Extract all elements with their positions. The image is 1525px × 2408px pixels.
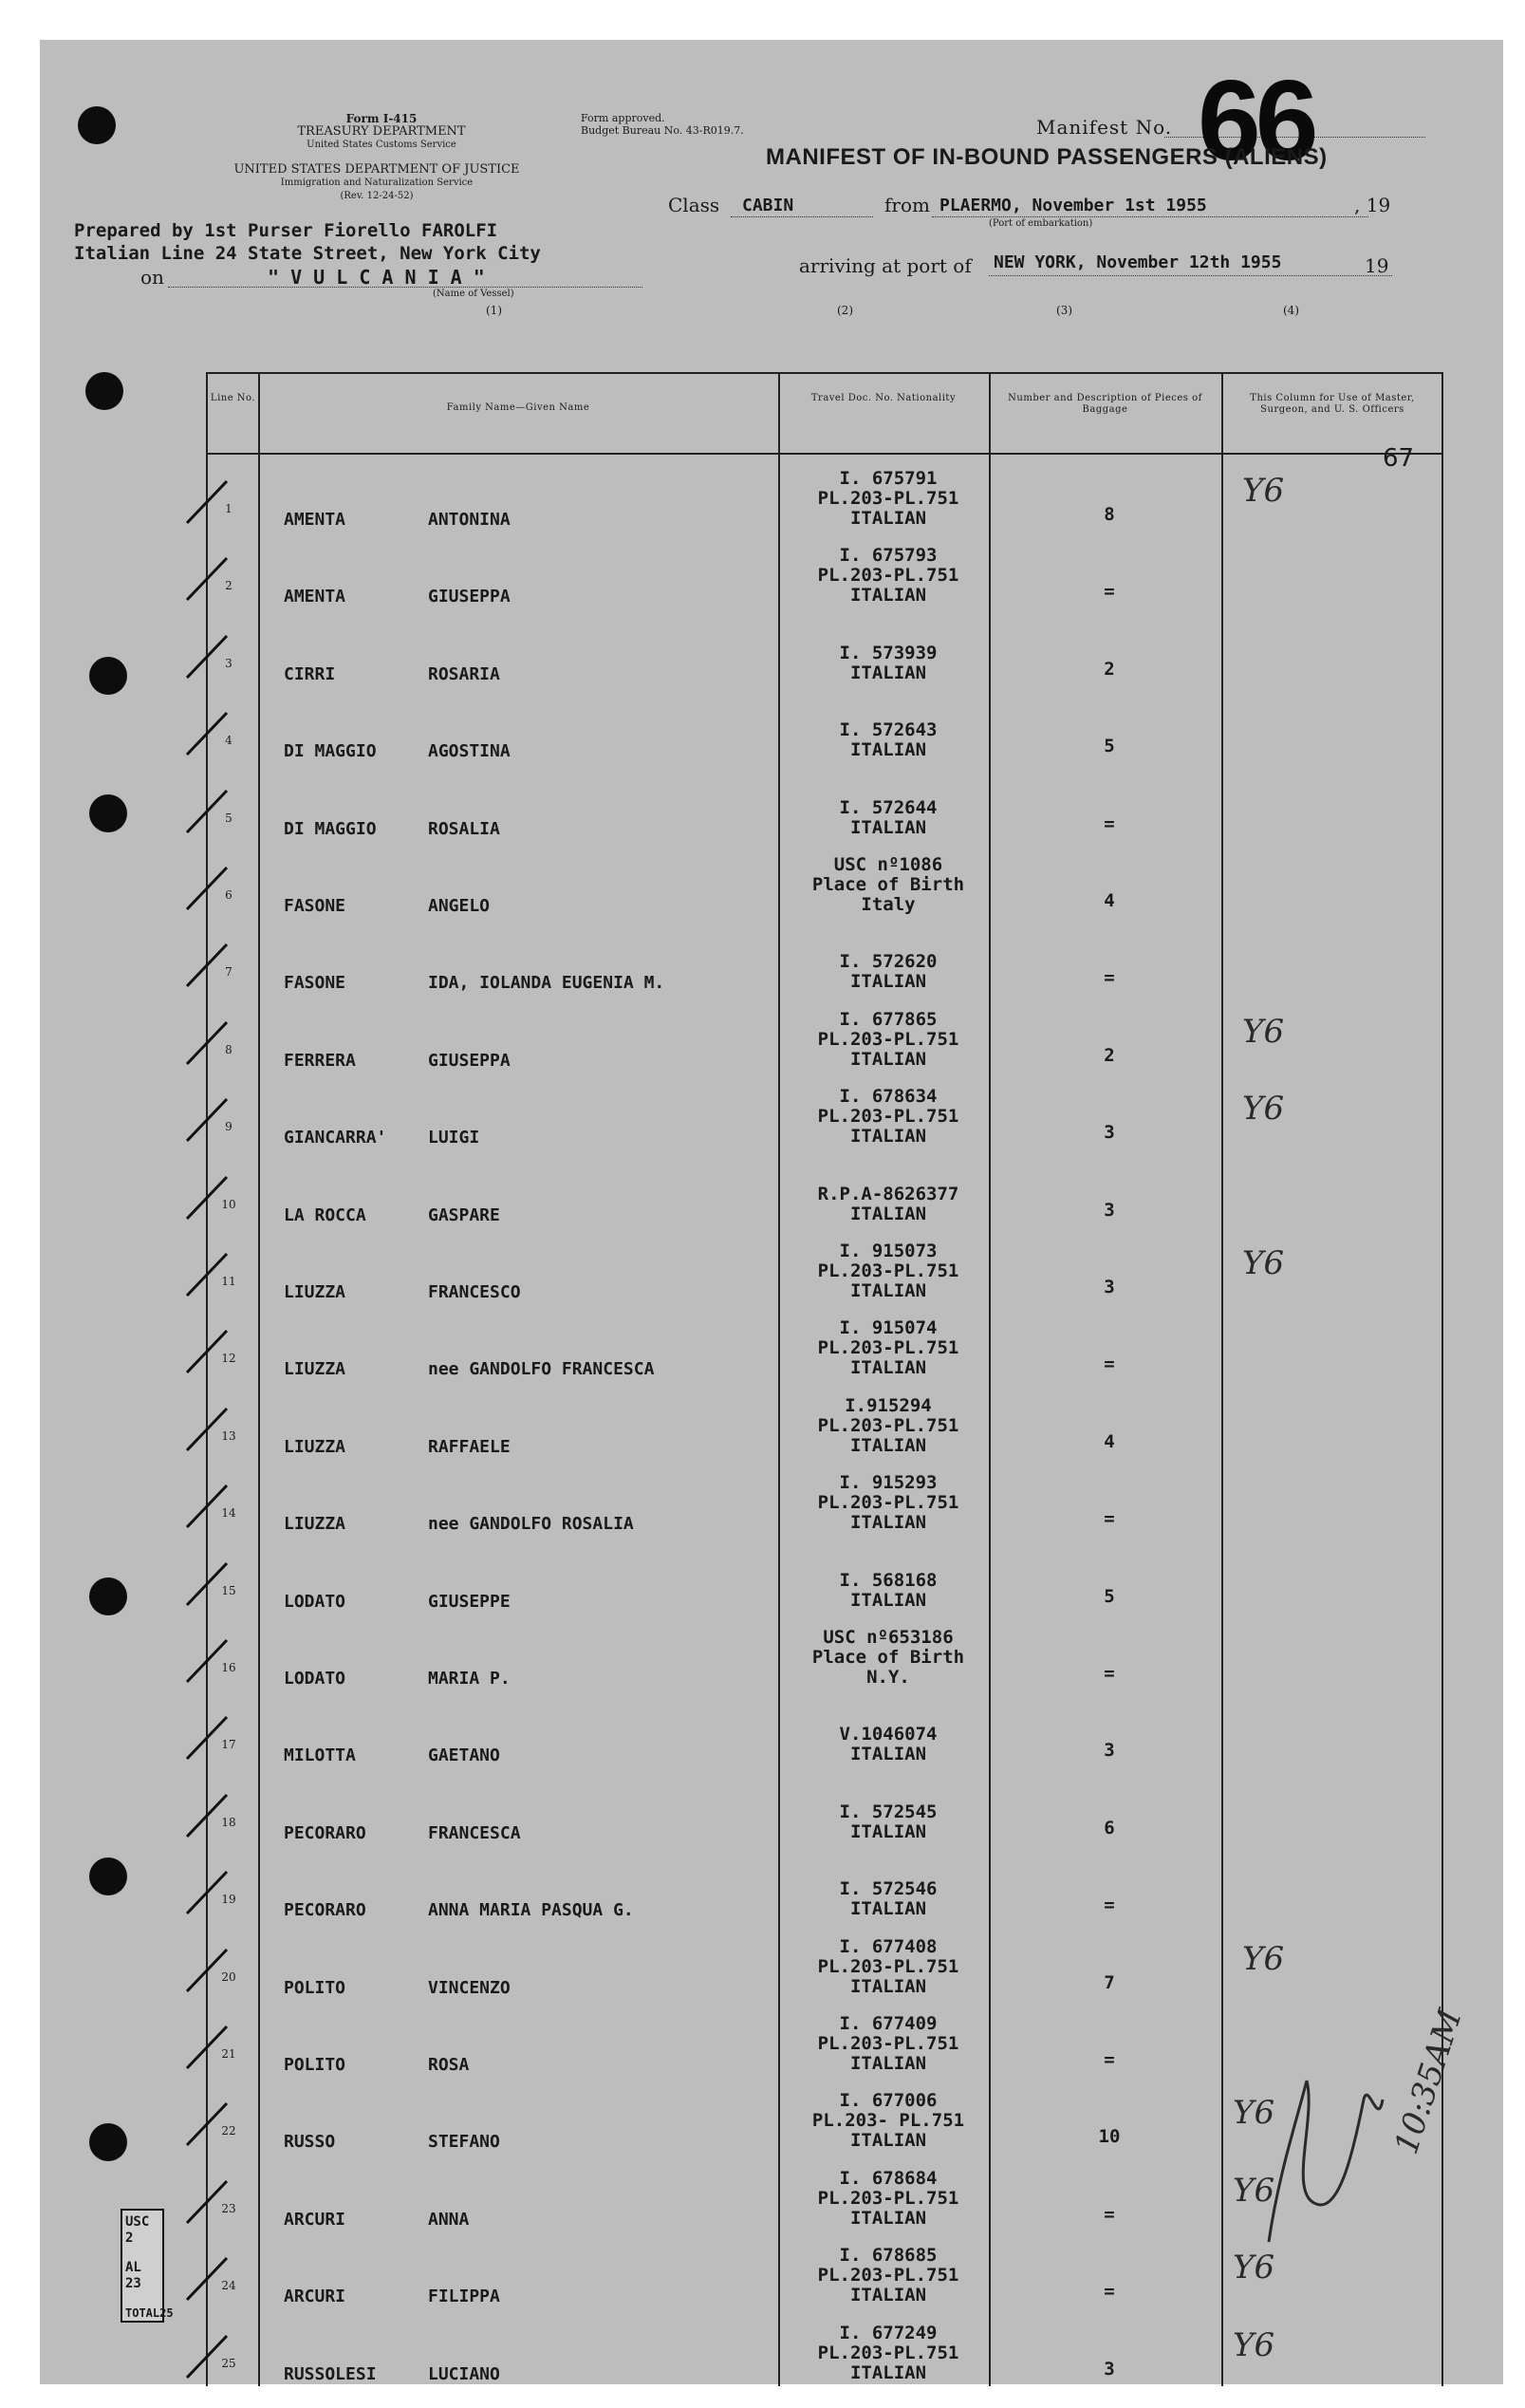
line-number: 21 bbox=[221, 2047, 236, 2061]
travel-doc-line: I. 915073 bbox=[839, 1241, 938, 1261]
baggage-count: 3 bbox=[1104, 1740, 1115, 1762]
baggage-count: 5 bbox=[1104, 1585, 1115, 1607]
travel-doc-line: ITALIAN bbox=[849, 2207, 927, 2229]
family-name: GIANCARRA' bbox=[284, 1128, 387, 1148]
col-header-baggage: Number and Description of Pieces of Baggage bbox=[1008, 393, 1202, 415]
col-num-1: (1) bbox=[486, 304, 502, 317]
line-number: 16 bbox=[221, 1661, 236, 1674]
manifest-number: 66 bbox=[1198, 57, 1313, 184]
travel-doc-line: Place of Birth bbox=[811, 1647, 965, 1668]
check-tick-icon bbox=[179, 2250, 236, 2307]
travel-doc-line: PL.203-PL.751 bbox=[817, 1414, 959, 1436]
family-name: RUSSOLESI bbox=[284, 2363, 377, 2384]
line-number: 14 bbox=[221, 1506, 236, 1521]
line-number: 15 bbox=[221, 1583, 236, 1597]
travel-doc-line: I. 677409 bbox=[839, 2013, 938, 2034]
family-name: DI MAGGIO bbox=[284, 818, 377, 839]
travel-doc-line: I. 677006 bbox=[839, 2090, 938, 2112]
class-value: CABIN bbox=[742, 196, 794, 215]
travel-doc-line: I. 678684 bbox=[839, 2167, 938, 2189]
manifest-title: MANIFEST OF IN-BOUND PASSENGERS (ALIENS) bbox=[766, 144, 1328, 170]
travel-doc-line: N.Y. bbox=[866, 1667, 910, 1688]
binder-hole bbox=[89, 794, 127, 832]
table-row bbox=[208, 1227, 1441, 1304]
check-tick-icon bbox=[179, 1169, 236, 1226]
line-number: 9 bbox=[225, 1120, 232, 1134]
travel-doc bbox=[794, 1879, 982, 1919]
table-row bbox=[208, 918, 1441, 995]
baggage-count: 2 bbox=[1104, 658, 1115, 680]
line-number: 23 bbox=[221, 2201, 236, 2215]
travel-doc-line: Place of Birth bbox=[811, 874, 965, 895]
family-name: CIRRI bbox=[284, 663, 336, 684]
officer-note: Y6 bbox=[1233, 2325, 1275, 2364]
year-suffix: , 19 bbox=[1354, 194, 1391, 216]
travel-doc-line: ITALIAN bbox=[849, 1434, 927, 1456]
col-num-4: (4) bbox=[1283, 304, 1299, 317]
family-name: RUSSO bbox=[284, 2132, 336, 2153]
table-row bbox=[208, 2309, 1441, 2386]
officer-note: Y6 bbox=[1242, 1939, 1285, 1978]
given-name: LUCIANO bbox=[428, 2363, 500, 2384]
check-tick-icon bbox=[179, 1246, 236, 1303]
family-name: LODATO bbox=[284, 1669, 346, 1689]
family-name: FASONE bbox=[284, 896, 346, 916]
travel-doc-line: ITALIAN bbox=[849, 1589, 927, 1611]
family-name: POLITO bbox=[284, 1977, 346, 1998]
travel-doc-line: PL.203-PL.751 bbox=[817, 1955, 959, 1977]
travel-doc-line: PL.203-PL.751 bbox=[817, 1492, 959, 1514]
travel-doc bbox=[794, 469, 982, 529]
travel-doc bbox=[794, 2014, 982, 2074]
check-tick-icon bbox=[179, 783, 236, 840]
family-name: FERRERA bbox=[284, 1050, 356, 1071]
check-tick-icon bbox=[179, 551, 236, 607]
binder-hole bbox=[89, 1857, 127, 1895]
travel-doc-line: PL.203-PL.751 bbox=[817, 1106, 959, 1128]
check-tick-icon bbox=[179, 1323, 236, 1380]
vessel-name: " V U L C A N I A " bbox=[268, 266, 485, 289]
travel-doc bbox=[794, 1802, 982, 1842]
line-address: Italian Line 24 State Street, New York City bbox=[74, 243, 541, 264]
baggage-count: 3 bbox=[1104, 1277, 1115, 1297]
check-tick-icon bbox=[179, 860, 236, 917]
baggage-count: 4 bbox=[1104, 890, 1115, 911]
travel-doc-line: PL.203-PL.751 bbox=[817, 1028, 959, 1050]
travel-doc-line: I. 572620 bbox=[839, 951, 938, 973]
given-name: FRANCESCO bbox=[428, 1282, 521, 1302]
check-tick-icon bbox=[179, 474, 236, 531]
baggage-count: = bbox=[1104, 967, 1115, 989]
table-row bbox=[208, 532, 1441, 608]
check-tick-icon bbox=[179, 1864, 236, 1921]
travel-doc-line: I. 675791 bbox=[839, 468, 938, 489]
form-number: Form I-415 bbox=[345, 112, 418, 125]
travel-doc bbox=[794, 1628, 982, 1688]
travel-doc-line: I. 572644 bbox=[839, 796, 938, 818]
vessel-line bbox=[168, 287, 642, 288]
binder-hole bbox=[85, 372, 123, 410]
travel-doc-line: I. 678685 bbox=[839, 2245, 938, 2267]
travel-doc bbox=[794, 1473, 982, 1533]
line-number: 13 bbox=[221, 1428, 236, 1443]
travel-doc-line: I. 677249 bbox=[839, 2322, 938, 2343]
table-row bbox=[208, 686, 1441, 763]
travel-doc bbox=[794, 2091, 982, 2151]
travel-doc-line: PL.203-PL.751 bbox=[817, 2187, 959, 2209]
travel-doc bbox=[794, 2324, 982, 2383]
baggage-count: = bbox=[1104, 2049, 1115, 2070]
from-label: from bbox=[884, 194, 930, 216]
line-number: 4 bbox=[225, 734, 232, 748]
family-name: AMENTA bbox=[284, 510, 346, 530]
form-revision: (Rev. 12-24-52) bbox=[340, 191, 414, 201]
line-number: 6 bbox=[225, 888, 232, 902]
check-tick-icon bbox=[179, 705, 236, 762]
from-line bbox=[932, 216, 1368, 217]
table-row bbox=[208, 455, 1441, 532]
family-name: LODATO bbox=[284, 1591, 346, 1612]
prepared-by: Prepared by 1st Purser Fiorello FAROLFI bbox=[74, 220, 498, 241]
line-number: 12 bbox=[221, 1352, 236, 1366]
stamp-al: AL 23 bbox=[125, 2260, 141, 2291]
travel-doc-line: I.915294 bbox=[845, 1394, 932, 1416]
given-name: ROSALIA bbox=[428, 818, 500, 839]
baggage-count: = bbox=[1104, 581, 1115, 603]
check-tick-icon bbox=[179, 2328, 236, 2385]
table-row bbox=[208, 1768, 1441, 1845]
tally-stamp bbox=[121, 2209, 174, 2323]
col-num-2: (2) bbox=[837, 304, 853, 317]
travel-doc-line: ITALIAN bbox=[849, 2285, 927, 2306]
given-name: MARIA P. bbox=[428, 1669, 511, 1689]
travel-doc-line: I. 572545 bbox=[839, 1801, 938, 1822]
family-name: ARCURI bbox=[284, 2209, 346, 2230]
given-name: nee GANDOLFO FRANCESCA bbox=[428, 1359, 655, 1380]
table-row bbox=[208, 1690, 1441, 1767]
baggage-count: = bbox=[1104, 1663, 1115, 1684]
travel-doc-line: ITALIAN bbox=[849, 662, 927, 683]
officer-signature bbox=[1250, 2062, 1392, 2175]
travel-doc-line: ITALIAN bbox=[849, 1048, 927, 1070]
family-name: LIUZZA bbox=[284, 1282, 346, 1302]
check-tick-icon bbox=[179, 1709, 236, 1766]
table-row bbox=[208, 764, 1441, 841]
signature-time: 10:35AM bbox=[1387, 2005, 1470, 2159]
customs-service: United States Customs Service bbox=[307, 140, 456, 150]
travel-doc-line: I. 572546 bbox=[839, 1878, 938, 1900]
family-name: FASONE bbox=[284, 973, 346, 994]
check-tick-icon bbox=[179, 1015, 236, 1072]
travel-doc bbox=[794, 1571, 982, 1611]
baggage-count: = bbox=[1104, 1508, 1115, 1530]
class-line bbox=[731, 216, 873, 217]
travel-doc bbox=[794, 2246, 982, 2305]
baggage-count: = bbox=[1104, 2203, 1115, 2225]
travel-doc-line: PL.203-PL.751 bbox=[817, 565, 959, 587]
travel-doc bbox=[794, 1087, 982, 1147]
travel-doc-line: I. 573939 bbox=[839, 642, 938, 663]
arriving-value: NEW YORK, November 12th 1955 bbox=[994, 252, 1282, 272]
travel-doc-line: ITALIAN bbox=[849, 1280, 927, 1301]
line-number: 22 bbox=[221, 2124, 236, 2138]
travel-doc-line: ITALIAN bbox=[849, 585, 927, 607]
stamp-usc: USC 2 bbox=[125, 2214, 150, 2246]
manifest-sheet bbox=[40, 40, 1503, 2384]
port-embark-caption: (Port of embarkation) bbox=[989, 218, 1093, 229]
officer-note: Y6 bbox=[1242, 1012, 1285, 1051]
travel-doc-line: PL.203-PL.751 bbox=[817, 2033, 959, 2054]
travel-doc-line: ITALIAN bbox=[849, 1357, 927, 1379]
family-name: AMENTA bbox=[284, 587, 346, 607]
given-name: FILIPPA bbox=[428, 2287, 500, 2307]
baggage-count: 6 bbox=[1104, 1817, 1115, 1839]
officer-note: Y6 bbox=[1233, 2171, 1275, 2210]
table-row bbox=[208, 841, 1441, 918]
travel-doc bbox=[794, 1241, 982, 1301]
travel-doc-line: PL.203-PL.751 bbox=[817, 1337, 959, 1359]
baggage-count: = bbox=[1104, 2281, 1115, 2303]
table-row bbox=[208, 1845, 1441, 1922]
travel-doc-line: Italy bbox=[861, 894, 916, 915]
given-name: nee GANDOLFO ROSALIA bbox=[428, 1514, 634, 1535]
arriving-line bbox=[989, 275, 1392, 276]
table-row bbox=[208, 1304, 1441, 1381]
col-header-name: Family Name—Given Name bbox=[446, 402, 590, 413]
travel-doc bbox=[794, 1725, 982, 1764]
check-tick-icon bbox=[179, 1787, 236, 1844]
family-name: PECORARO bbox=[284, 1900, 366, 1921]
line-number: 1 bbox=[225, 502, 232, 515]
baggage-count: 3 bbox=[1104, 2358, 1115, 2380]
travel-doc bbox=[794, 952, 982, 992]
travel-doc bbox=[794, 798, 982, 838]
given-name: ANNA bbox=[428, 2209, 470, 2230]
family-name: LIUZZA bbox=[284, 1359, 346, 1380]
family-name: LIUZZA bbox=[284, 1436, 346, 1457]
travel-doc-line: ITALIAN bbox=[849, 1820, 927, 1842]
officer-note: Y6 bbox=[1242, 472, 1285, 510]
travel-doc-line: PL.203-PL.751 bbox=[817, 1260, 959, 1281]
given-name: GAETANO bbox=[428, 1745, 500, 1766]
officer-note: Y6 bbox=[1242, 1244, 1285, 1282]
baggage-count: 10 bbox=[1098, 2126, 1121, 2148]
given-name: FRANCESCA bbox=[428, 1822, 521, 1843]
travel-doc-line: ITALIAN bbox=[849, 1975, 927, 1997]
family-name: PECORARO bbox=[284, 1822, 366, 1843]
baggage-count: = bbox=[1104, 1895, 1115, 1916]
line-number: 5 bbox=[225, 811, 232, 825]
col-num-3: (3) bbox=[1056, 304, 1072, 317]
given-name: RAFFAELE bbox=[428, 1436, 511, 1457]
line-number: 20 bbox=[221, 1969, 236, 1984]
travel-doc-line: I. 677408 bbox=[839, 1935, 938, 1957]
line-number: 2 bbox=[225, 579, 232, 593]
travel-doc-line: ITALIAN bbox=[849, 1203, 927, 1224]
line-number: 25 bbox=[221, 2356, 236, 2370]
travel-doc-line: ITALIAN bbox=[849, 2130, 927, 2152]
baggage-count: 3 bbox=[1104, 1199, 1115, 1221]
check-tick-icon bbox=[179, 2174, 236, 2231]
line-number: 7 bbox=[225, 965, 232, 980]
travel-doc-line: ITALIAN bbox=[849, 816, 927, 838]
baggage-count: 5 bbox=[1104, 736, 1115, 757]
vessel-caption: (Name of Vessel) bbox=[433, 289, 514, 299]
baggage-count: 8 bbox=[1104, 504, 1115, 525]
table-row bbox=[208, 1537, 1441, 1614]
travel-doc-line: ITALIAN bbox=[849, 971, 927, 993]
baggage-count: 2 bbox=[1104, 1044, 1115, 1066]
travel-doc bbox=[794, 1396, 982, 1456]
travel-doc-line: USC nº653186 bbox=[823, 1627, 954, 1648]
travel-doc-line: ITALIAN bbox=[849, 1744, 927, 1765]
on-label: on bbox=[140, 266, 164, 289]
line-number: 24 bbox=[221, 2279, 236, 2293]
from-value: PLAERMO, November 1st 1955 bbox=[939, 196, 1207, 215]
table-row bbox=[208, 609, 1441, 686]
given-name: GASPARE bbox=[428, 1204, 500, 1225]
travel-doc-line: I. 915074 bbox=[839, 1317, 938, 1339]
treasury-dept: TREASURY DEPARTMENT bbox=[297, 124, 466, 139]
travel-doc-line: ITALIAN bbox=[849, 1126, 927, 1148]
check-tick-icon bbox=[179, 1401, 236, 1458]
travel-doc bbox=[794, 1010, 982, 1070]
line-number: 10 bbox=[221, 1197, 236, 1211]
check-tick-icon bbox=[179, 1092, 236, 1148]
line-number: 18 bbox=[221, 1815, 236, 1829]
travel-doc-line: I. 572643 bbox=[839, 719, 938, 741]
family-name: POLITO bbox=[284, 2055, 346, 2075]
given-name: AGOSTINA bbox=[428, 741, 511, 762]
travel-doc-line: ITALIAN bbox=[849, 739, 927, 761]
justice-dept: UNITED STATES DEPARTMENT OF JUSTICE bbox=[233, 162, 520, 177]
form-approved: Form approved. bbox=[581, 112, 665, 124]
given-name: GIUSEPPA bbox=[428, 1050, 511, 1071]
given-name: LUIGI bbox=[428, 1128, 480, 1148]
travel-doc-line: ITALIAN bbox=[849, 2053, 927, 2074]
baggage-count: = bbox=[1104, 1353, 1115, 1375]
officer-note: Y6 bbox=[1233, 2249, 1275, 2287]
check-tick-icon bbox=[179, 1478, 236, 1535]
travel-doc bbox=[794, 2169, 982, 2229]
officer-note: Y6 bbox=[1233, 2094, 1275, 2133]
travel-doc-line: I. 915293 bbox=[839, 1472, 938, 1494]
given-name: GIUSEPPA bbox=[428, 587, 511, 607]
baggage-count: 4 bbox=[1104, 1430, 1115, 1452]
stamp-total: TOTAL25 bbox=[125, 2306, 174, 2320]
table-row bbox=[208, 1382, 1441, 1459]
travel-doc-line: USC nº1086 bbox=[833, 854, 943, 875]
check-tick-icon bbox=[179, 2096, 236, 2153]
given-name: IDA, IOLANDA EUGENIA M. bbox=[428, 973, 665, 994]
travel-doc-line: ITALIAN bbox=[849, 1512, 927, 1534]
page-mark: 67 bbox=[1383, 444, 1415, 473]
family-name: LIUZZA bbox=[284, 1514, 346, 1535]
travel-doc bbox=[794, 1937, 982, 1997]
travel-doc-line: ITALIAN bbox=[849, 508, 927, 529]
travel-doc bbox=[794, 1185, 982, 1224]
travel-doc-line: I. 568168 bbox=[839, 1569, 938, 1591]
binder-hole bbox=[89, 1577, 127, 1615]
class-label: Class bbox=[668, 194, 720, 216]
travel-doc-line: I. 678634 bbox=[839, 1086, 938, 1108]
check-tick-icon bbox=[179, 1556, 236, 1613]
check-tick-icon bbox=[179, 2019, 236, 2076]
family-name: LA ROCCA bbox=[284, 1204, 366, 1225]
table-row bbox=[208, 996, 1441, 1073]
table-row bbox=[208, 1923, 1441, 2000]
table-row bbox=[208, 1150, 1441, 1227]
travel-doc-line: PL.203-PL.751 bbox=[817, 488, 959, 509]
line-number: 8 bbox=[225, 1042, 232, 1056]
table-row bbox=[208, 1459, 1441, 1536]
line-number: 3 bbox=[225, 656, 232, 670]
check-tick-icon bbox=[179, 1942, 236, 1999]
travel-doc bbox=[794, 1318, 982, 1378]
line-number: 11 bbox=[221, 1275, 236, 1288]
budget-bureau: Budget Bureau No. 43-R019.7. bbox=[581, 124, 744, 137]
given-name: ROSA bbox=[428, 2055, 470, 2075]
col-header-line: Line No. bbox=[210, 393, 256, 403]
travel-doc bbox=[794, 644, 982, 683]
travel-doc-line: PL.203-PL.751 bbox=[817, 2342, 959, 2363]
check-tick-icon bbox=[179, 937, 236, 994]
travel-doc-line: R.P.A-8626377 bbox=[817, 1183, 959, 1204]
ins-service: Immigration and Naturalization Service bbox=[280, 177, 474, 188]
arriving-label: arriving at port of bbox=[799, 254, 972, 277]
travel-doc bbox=[794, 720, 982, 760]
given-name: ROSARIA bbox=[428, 663, 500, 684]
given-name: STEFANO bbox=[428, 2132, 500, 2153]
binder-hole bbox=[89, 657, 127, 695]
given-name: ANGELO bbox=[428, 896, 491, 916]
col-header-officers: This Column for Use of Master, Surgeon, and U. S. Officers bbox=[1250, 393, 1415, 415]
check-tick-icon bbox=[179, 1633, 236, 1689]
binder-hole bbox=[89, 2123, 127, 2161]
line-number: 17 bbox=[221, 1738, 236, 1752]
given-name: ANNA MARIA PASQUA G. bbox=[428, 1900, 634, 1921]
family-name: MILOTTA bbox=[284, 1745, 356, 1766]
line-number: 19 bbox=[221, 1893, 236, 1907]
manifest-no-label: Manifest No. bbox=[1036, 116, 1173, 139]
travel-doc-line: I. 677865 bbox=[839, 1008, 938, 1030]
binder-hole bbox=[78, 106, 116, 144]
baggage-count: 7 bbox=[1104, 1971, 1115, 1993]
travel-doc-line: PL.203-PL.751 bbox=[817, 2265, 959, 2287]
check-tick-icon bbox=[179, 628, 236, 685]
travel-doc-line: V.1046074 bbox=[839, 1724, 938, 1745]
baggage-count: 3 bbox=[1104, 1122, 1115, 1144]
table-row bbox=[208, 1073, 1441, 1149]
officer-note: Y6 bbox=[1242, 1090, 1285, 1129]
travel-doc-line: ITALIAN bbox=[849, 2361, 927, 2383]
family-name: DI MAGGIO bbox=[284, 741, 377, 762]
given-name: ANTONINA bbox=[428, 510, 511, 530]
family-name: ARCURI bbox=[284, 2287, 346, 2307]
given-name: VINCENZO bbox=[428, 1977, 511, 1998]
col-header-travel: Travel Doc. No. Nationality bbox=[810, 393, 957, 403]
travel-doc-line: I. 675793 bbox=[839, 545, 938, 567]
given-name: GIUSEPPE bbox=[428, 1591, 511, 1612]
travel-doc bbox=[794, 546, 982, 606]
travel-doc bbox=[794, 855, 982, 915]
travel-doc-line: ITALIAN bbox=[849, 1898, 927, 1920]
arriving-suffix: 19 bbox=[1365, 254, 1389, 277]
table-row bbox=[208, 1614, 1441, 1690]
baggage-count: = bbox=[1104, 812, 1115, 834]
travel-doc-line: PL.203- PL.751 bbox=[811, 2110, 965, 2132]
